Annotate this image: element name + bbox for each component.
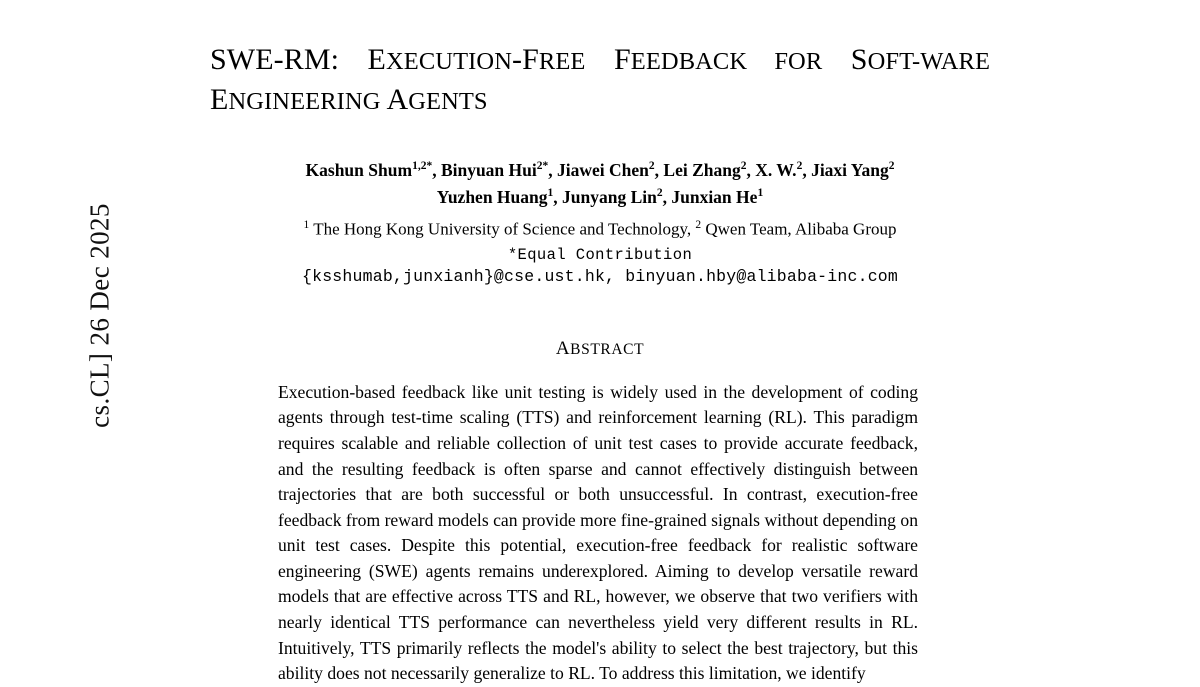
author-affil-marker: 2* <box>536 160 549 173</box>
author-name: Yuzhen Huang <box>436 187 548 208</box>
author-name: , Jiaxi Yang <box>802 160 889 181</box>
author-line-2 <box>210 184 990 211</box>
title-segment: F <box>585 43 631 76</box>
paper-body <box>210 40 990 687</box>
title-segment: - <box>911 48 921 75</box>
author-name: , Jiawei Chen <box>548 160 649 181</box>
page-title <box>210 40 990 119</box>
author-affil-marker: 2 <box>656 187 663 200</box>
author-affil-marker: 1 <box>757 187 764 200</box>
title-segment: EEDBACK <box>630 48 748 75</box>
author-emails: {ksshumab,junxianh}@cse.ust.hk, binyuan.hby@alibaba-inc.com <box>302 266 898 286</box>
abstract-heading <box>210 338 990 360</box>
affiliation-marker-1: 1 <box>303 219 310 232</box>
title-segment: A <box>380 82 409 116</box>
title-segment: REE <box>538 48 586 75</box>
paper-page <box>100 0 1200 684</box>
title-segment: GENTS <box>408 87 488 115</box>
affiliation-2: Qwen Team, Alibaba Group <box>701 220 897 240</box>
author-affil-marker: 2 <box>888 160 895 173</box>
author-affil-marker: 2 <box>648 160 655 173</box>
arxiv-stamp <box>0 0 115 648</box>
title-segment: FOR <box>747 48 823 75</box>
author-name: , Binyuan Hui <box>432 160 537 181</box>
author-affil-marker: 1,2* <box>412 160 433 173</box>
title-segment: SWE-RM: E <box>210 43 386 76</box>
author-affil-marker: 2 <box>740 160 747 173</box>
affiliation-1: The Hong Kong University of Science and Technology, <box>309 220 696 240</box>
title-segment: NGINEERING <box>228 87 381 115</box>
title-segment: OFT <box>867 48 912 75</box>
abstract-heading-cap: A <box>555 337 571 359</box>
author-name: Kashun Shum <box>305 160 413 181</box>
title-segment: -F <box>512 43 539 76</box>
title-segment: E <box>210 82 229 116</box>
title-segment: WARE <box>920 48 991 75</box>
author-name: , Lei Zhang <box>654 160 741 181</box>
author-name: , Junxian He <box>662 187 758 208</box>
author-name: , Junyang Lin <box>553 187 657 208</box>
title-segment: S <box>822 43 868 76</box>
equal-contribution-note: *Equal Contribution <box>507 245 693 264</box>
title-segment: XECUTION <box>385 48 512 75</box>
abstract-text: Execution-based feedback like unit testing is widely used in the development of coding agents through test-time scaling (TTS) and reinforcement learning (RL). This paradigm requires scalable and reliable collection of unit test cases to provide accurate feedback, and the resulting feedback is often sparse and cannot effectively distinguish between trajectories that are both successful or both unsuccessful. In contrast, execution-free feedback from reward models can provide more fine-grained signals without depending on unit test cases. Despite this potential, execution-free feedback for realistic software engineering (SWE) agents remains underexplored. Aiming to develop versatile reward models that are effective across TTS and RL, however, we observe that two verifiers with nearly identical TTS performance can nevertheless yield very different results in RL. Intuitively, TTS primarily reflects the model's ability to select the best trajectory, but this ability does not necessarily generalize to RL. To address this limitation, we identify <box>278 381 918 684</box>
author-affil-marker: 1 <box>547 187 554 200</box>
abstract-heading-rest: BSTRACT <box>570 340 645 358</box>
author-name: , X. W. <box>746 160 797 181</box>
arxiv-stamp-text: cs.CL] 26 Dec 2025 <box>84 203 115 428</box>
affiliation-marker-2: 2 <box>695 219 702 232</box>
author-affil-marker: 2 <box>796 160 803 173</box>
affiliations <box>210 217 990 242</box>
author-line-1 <box>210 157 990 184</box>
author-list <box>210 157 990 211</box>
